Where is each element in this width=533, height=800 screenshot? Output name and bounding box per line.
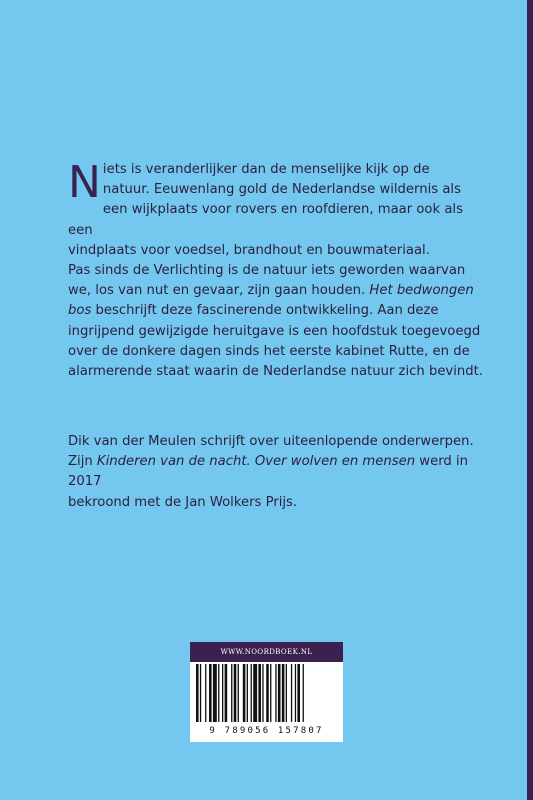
blurb-line: beschrijft deze fascinerende ontwikkeling. Aan deze xyxy=(91,303,439,319)
author-line: bekroond met de Jan Wolkers Prijs. xyxy=(68,494,298,510)
blurb-line: vindplaats voor voedsel, brandhout en bouwmateriaal. xyxy=(68,242,430,258)
author-paragraph xyxy=(68,432,488,513)
author-bio xyxy=(68,432,488,513)
drop-cap: N xyxy=(68,157,101,208)
isbn-number: 9 789056 157807 xyxy=(209,726,324,736)
back-cover-blurb xyxy=(68,157,488,382)
book-title-italic: Het bedwongen xyxy=(369,283,474,299)
blurb-line: alarmerende staat waarin de Nederlandse natuur zich bevindt. xyxy=(68,364,483,380)
publisher-url: WWW.NOORDBOEK.NL xyxy=(190,642,343,662)
spine-edge xyxy=(527,0,533,800)
blurb-line: natuur. Eeuwenlang gold de Nederlandse wildernis als xyxy=(102,182,461,198)
author-line: werd in 2017 xyxy=(68,454,468,490)
other-book-title: Kinderen van de nacht. Over wolven en mensen xyxy=(96,454,416,470)
barcode-label xyxy=(190,642,343,742)
blurb-line: Pas sinds de Verlichting is de natuur iets geworden waarvan xyxy=(68,263,466,279)
blurb-line: over de donkere dagen sinds het eerste kabinet Rutte, en de xyxy=(68,343,470,359)
blurb-paragraph xyxy=(68,157,488,382)
blurb-line: we, los van nut en gevaar, zijn gaan houden. xyxy=(68,283,370,299)
barcode-icon xyxy=(194,664,339,722)
book-title-italic: bos xyxy=(68,303,92,319)
blurb-line: een wijkplaats voor rovers en roofdieren, maar ook als een xyxy=(68,202,463,238)
blurb-line: ingrijpend gewijzigde heruitgave is een hoofdstuk toegevoegd xyxy=(68,323,481,339)
author-line: Dik van der Meulen schrijft over uiteenlopende onderwerpen. xyxy=(68,434,474,449)
blurb-line: iets is veranderlijker dan de menselijke kijk op de xyxy=(102,162,430,177)
author-line: Zijn xyxy=(68,454,97,470)
